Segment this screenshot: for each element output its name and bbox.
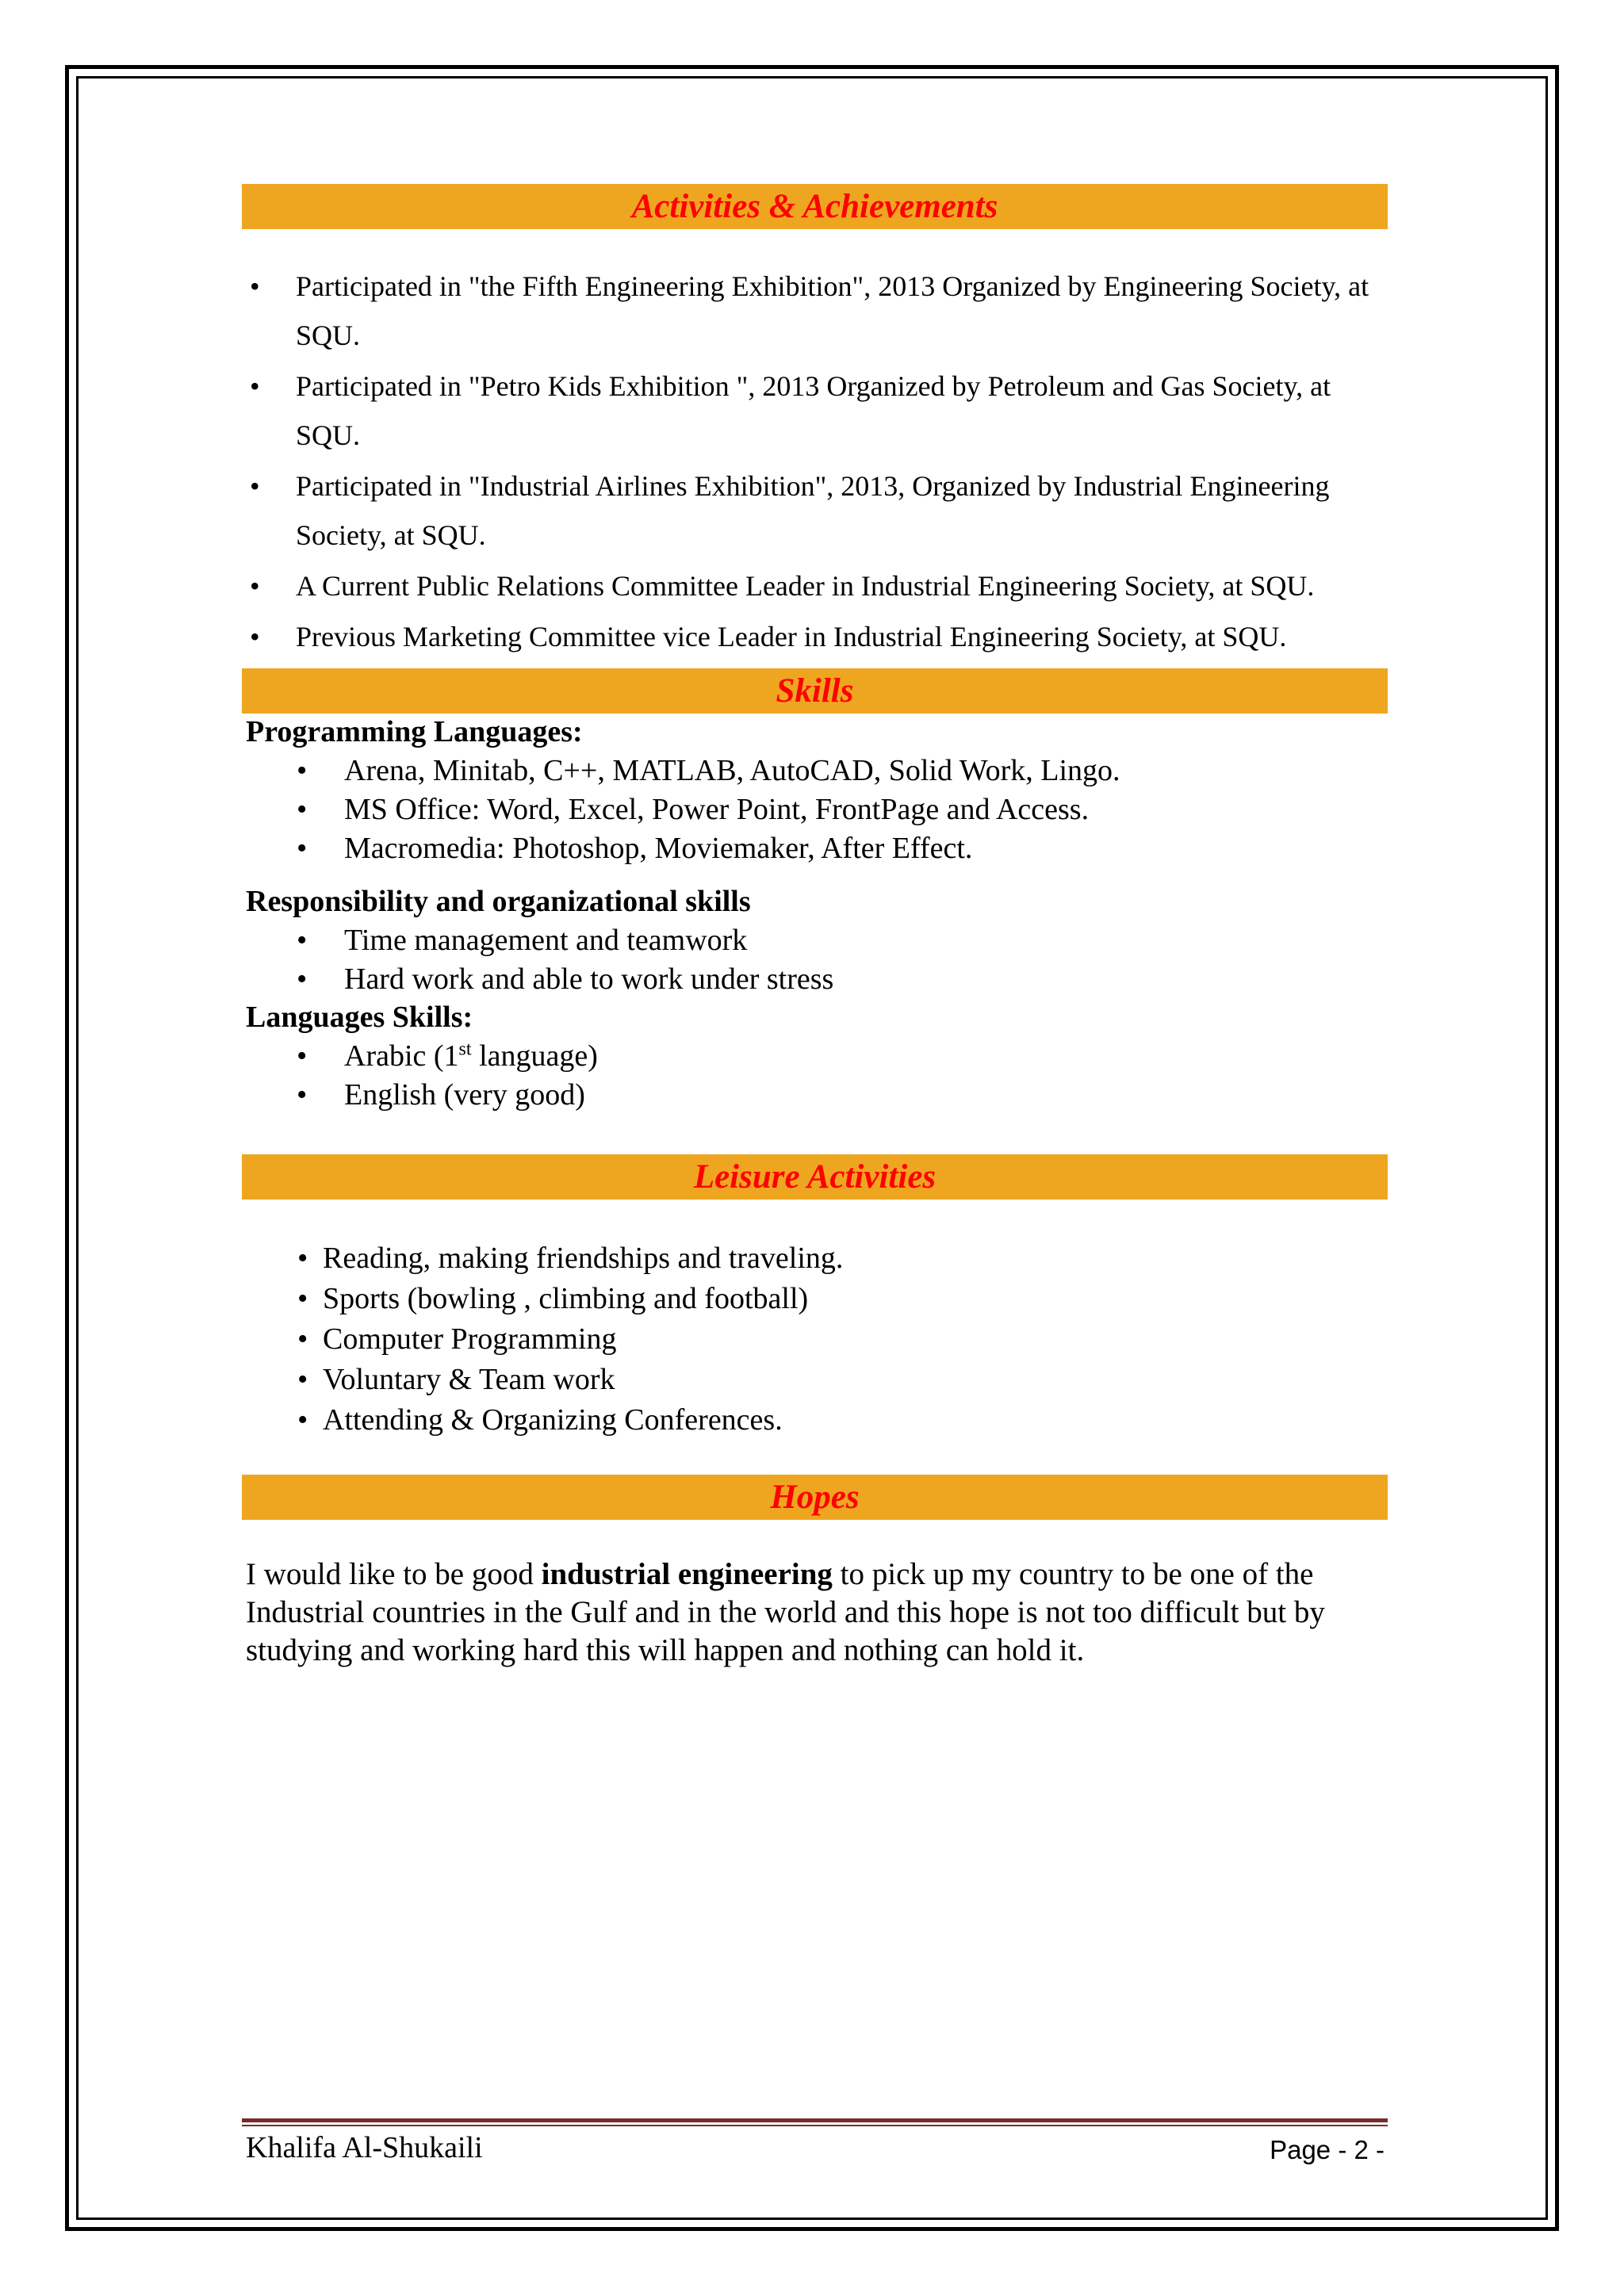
- languages-list: [293, 1037, 598, 1115]
- footer-rule-thin: [242, 2125, 1388, 2126]
- list-item: • Participated in "Petro Kids Exhibition ", 2013 Organized by Petroleum and Gas Society, at SQU.: [242, 362, 1388, 460]
- list-item: • Previous Marketing Committee vice Leader in Industrial Engineering Society, at SQU.: [242, 612, 1388, 661]
- footer-rule-thick: [242, 2118, 1388, 2122]
- list-item: • MS Office: Word, Excel, Power Point, FrontPage and Access.: [293, 790, 1120, 829]
- leisure-heading: Leisure Activities: [242, 1154, 1388, 1200]
- footer-author: Khalifa Al-Shukaili: [246, 2131, 483, 2164]
- list-item: • A Current Public Relations Committee Leader in Industrial Engineering Society, at SQU.: [242, 561, 1388, 610]
- list-item: • Hard work and able to work under stress: [293, 960, 833, 999]
- list-item: [293, 1037, 598, 1076]
- programming-heading: Programming Languages:: [246, 715, 583, 748]
- arabic-text-end: language): [471, 1039, 598, 1073]
- hopes-paragraph: [246, 1556, 1404, 1670]
- responsibility-list: [293, 921, 833, 999]
- hopes-emphasis: industrial engineering: [541, 1557, 833, 1591]
- list-item: • English (very good): [293, 1076, 598, 1115]
- list-item: • Voluntary & Team work: [297, 1360, 843, 1400]
- list-item: • Attending & Organizing Conferences.: [297, 1400, 843, 1441]
- list-item: • Sports (bowling , climbing and football): [297, 1279, 843, 1319]
- list-item: • Arena, Minitab, C++, MATLAB, AutoCAD, Solid Work, Lingo.: [293, 752, 1120, 790]
- hopes-text-end: to pick up my country to be one of the Industrial countries in the Gulf and in the world and this hope is not too difficult but by studying and working hard this will happen and nothing can hold it.: [246, 1557, 1325, 1667]
- activities-heading: Activities & Achievements: [242, 184, 1388, 229]
- skills-heading: Skills: [242, 668, 1388, 714]
- list-item: • Computer Programming: [297, 1319, 843, 1360]
- programming-list: [293, 752, 1120, 868]
- languages-heading: Languages Skills:: [246, 1001, 473, 1034]
- responsibility-heading: Responsibility and organizational skills: [246, 885, 751, 918]
- hopes-text: I would like to be good: [246, 1557, 542, 1591]
- arabic-text: Arabic (1: [344, 1039, 459, 1073]
- list-item: • Participated in "Industrial Airlines Exhibition", 2013, Organized by Industrial Engineering Society, at SQU.: [242, 461, 1388, 560]
- list-item: • Time management and teamwork: [293, 921, 833, 960]
- leisure-list: [297, 1238, 843, 1441]
- page-number: Page - 2 -: [1270, 2135, 1385, 2164]
- activities-list: [242, 262, 1388, 663]
- list-item: • Reading, making friendships and traveling.: [297, 1238, 843, 1279]
- list-item: • Macromedia: Photoshop, Moviemaker, After Effect.: [293, 829, 1120, 868]
- list-item: • Participated in "the Fifth Engineering Exhibition", 2013 Organized by Engineering Society, at SQU.: [242, 262, 1388, 360]
- hopes-heading: Hopes: [242, 1475, 1388, 1520]
- ordinal-suffix: st: [458, 1039, 472, 1060]
